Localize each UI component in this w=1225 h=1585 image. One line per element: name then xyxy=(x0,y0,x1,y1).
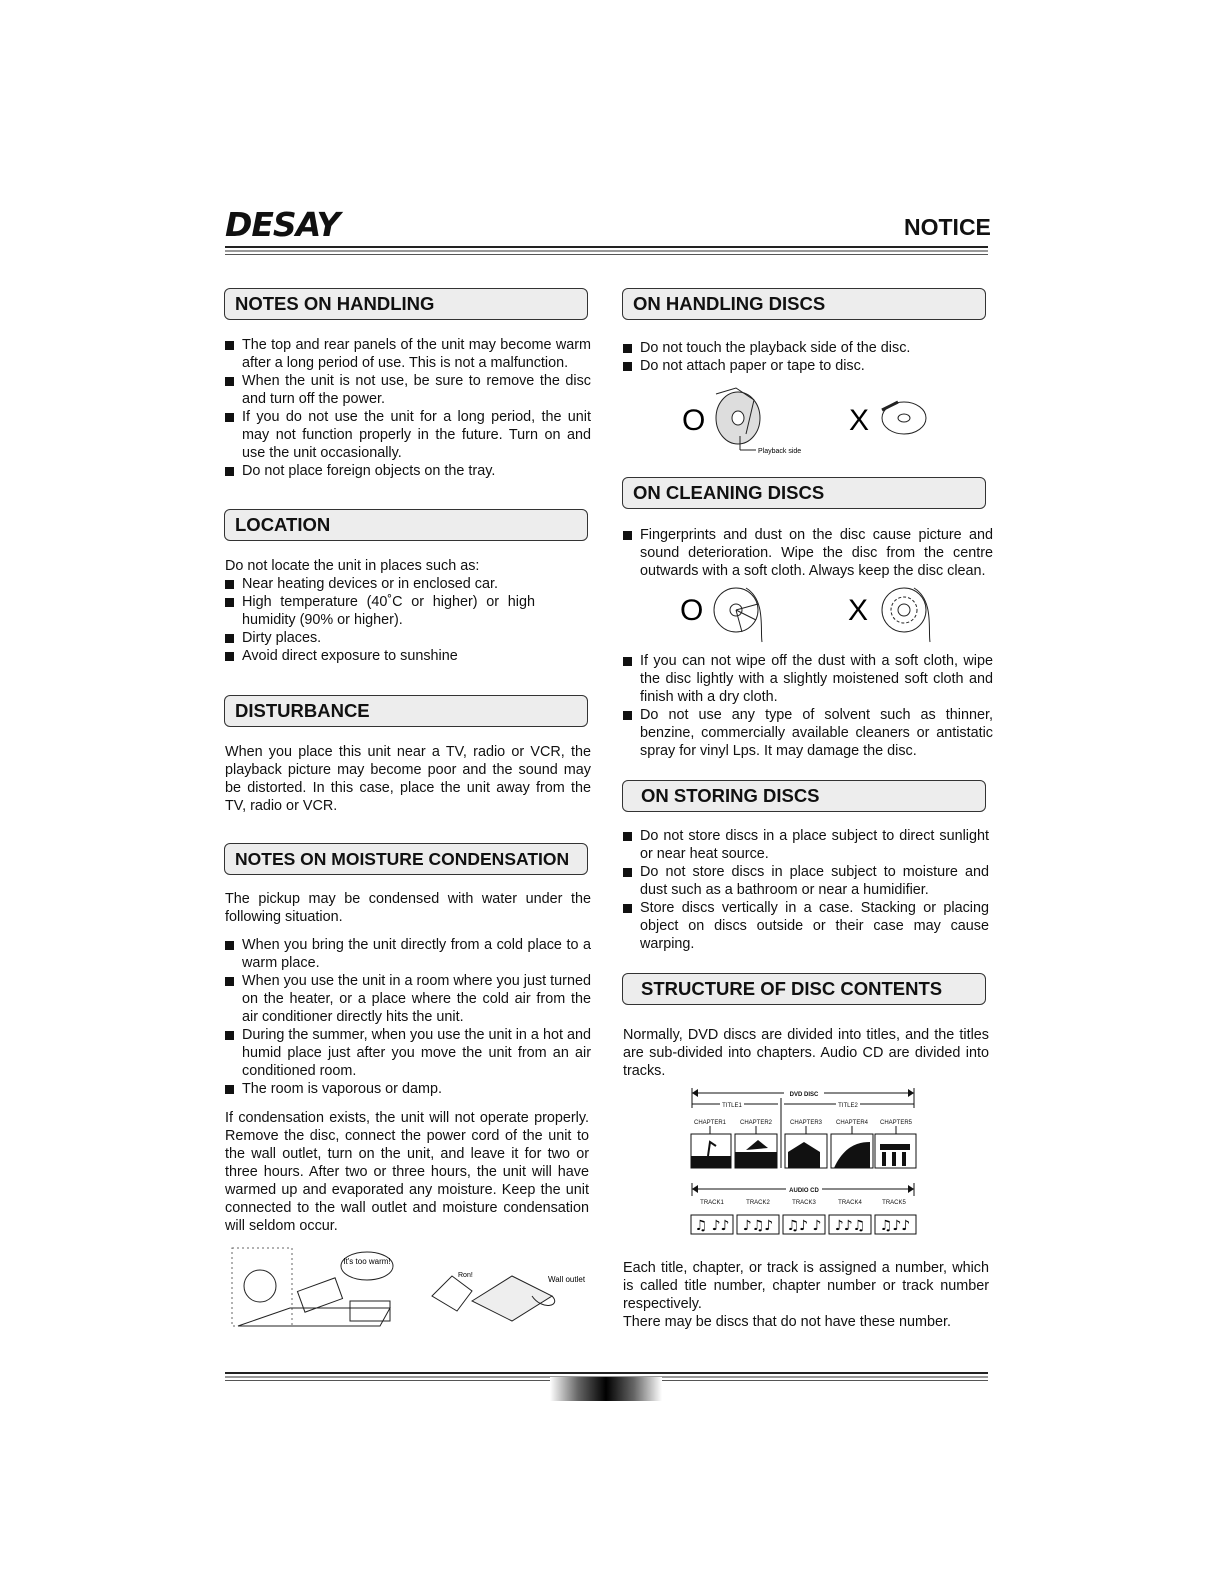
page-number-tab xyxy=(550,1377,662,1401)
warm-speech-label: It's too warm! xyxy=(343,1257,391,1266)
handling-heading: NOTES ON HANDLING xyxy=(224,288,588,320)
location-list xyxy=(225,575,535,665)
list-item: The room is vaporous or damp. xyxy=(225,1080,591,1098)
list-item: Near heating devices or in enclosed car. xyxy=(225,575,535,593)
list-item: Do not use any type of solvent such as thinner, benzine, commercially available cleaners or antistatic spray for vinyl Lps. It may damage the disc. xyxy=(623,706,993,760)
cleaning-list-1 xyxy=(623,526,993,580)
track-label: TRACK4 xyxy=(838,1200,862,1206)
chapter-label: CHAPTER5 xyxy=(879,1120,913,1126)
handling-discs-heading: ON HANDLING DISCS xyxy=(622,288,986,320)
ok-mark: O xyxy=(680,594,704,627)
brand-logo: DESAY xyxy=(225,205,340,244)
wall-outlet-illustration xyxy=(422,1256,592,1332)
ng-mark: X xyxy=(848,594,869,627)
handling-list xyxy=(225,336,591,480)
structure-note: There may be discs that do not have these number. xyxy=(623,1314,951,1330)
handling-discs-list xyxy=(623,339,989,375)
moisture-text: If condensation exists, the unit will not operate properly. Remove the disc, connect the power cord of the unit to the wall outlet, turn on the unit, and leave it for two or three hours. After two or three hours, the unit will have warmed up and evaporated any moisture. Keep the unit connected to the wall outlet and moisture condensation will seldom occur. xyxy=(225,1110,589,1234)
location-intro: Do not locate the unit in places such as: xyxy=(225,558,480,574)
audio-cd-label: AUDIO CD xyxy=(789,1188,819,1194)
track-label: TRACK2 xyxy=(746,1200,770,1206)
list-item: Do not attach paper or tape to disc. xyxy=(623,357,989,375)
dvd-disc-label: DVD DISC xyxy=(789,1092,819,1098)
list-item: Do not store discs in place subject to moisture and dust such as a bathroom or near a humidifier. xyxy=(623,863,989,899)
svg-text:♫ ♪♪: ♫ ♪♪ xyxy=(694,1218,730,1234)
track-label: TRACK3 xyxy=(792,1200,816,1206)
ron-label: Ron! xyxy=(458,1272,473,1279)
list-item: High temperature (40˚C or higher) or high humidity (90% or higher). xyxy=(225,593,535,629)
page-section-title: NOTICE xyxy=(904,214,991,240)
moisture-intro: The pickup may be condensed with water under the following situation. xyxy=(225,891,591,925)
title-label: TITLE2 xyxy=(838,1103,858,1109)
list-item: Do not touch the playback side of the disc. xyxy=(623,339,989,357)
list-item: When you bring the unit directly from a cold place to a warm place. xyxy=(225,936,591,972)
list-item: When the unit is not use, be sure to remove the disc and turn off the power. xyxy=(225,372,591,408)
list-item: Avoid direct exposure to sunshine xyxy=(225,647,535,665)
chapter-label: CHAPTER4 xyxy=(835,1120,869,1126)
svg-text:♪♪♫: ♪♪♫ xyxy=(834,1218,866,1234)
list-item: When you use the unit in a room where you just turned on the heater, or a place where the cold air from the air conditioner directly hits the unit. xyxy=(225,972,591,1026)
svg-text:♪♫♪: ♪♫♪ xyxy=(742,1218,774,1234)
moisture-heading: NOTES ON MOISTURE CONDENSATION xyxy=(224,843,588,875)
track-label: TRACK1 xyxy=(700,1200,724,1206)
disturbance-heading: DISTURBANCE xyxy=(224,695,588,727)
disturbance-text: When you place this unit near a TV, radio or VCR, the playback picture may become poor and the sound may be distorted. In this case, place the unit away from the TV, radio or VCR. xyxy=(225,744,591,814)
ok-mark: O xyxy=(682,404,706,437)
structure-intro: Normally, DVD discs are divided into titles, and the titles are sub-divided into chapters. Audio CD are divided into tracks. xyxy=(623,1027,989,1079)
disc-structure-diagram xyxy=(688,1086,918,1238)
cleaning-discs-heading: ON CLEANING DISCS xyxy=(622,477,986,509)
list-item: Store discs vertically in a case. Stacking or placing object on discs outside or their case may cause warping. xyxy=(623,899,989,953)
moisture-list xyxy=(225,936,591,1098)
chapter-label: CHAPTER1 xyxy=(693,1120,727,1126)
structure-heading: STRUCTURE OF DISC CONTENTS xyxy=(622,973,986,1005)
list-item: Do not place foreign objects on the tray. xyxy=(225,462,591,480)
storing-list xyxy=(623,827,989,953)
list-item: Do not store discs in a place subject to direct sunlight or near heat source. xyxy=(623,827,989,863)
playback-side-label: Playback side xyxy=(758,448,802,455)
cold-to-warm-illustration xyxy=(230,1246,400,1332)
storing-discs-heading: ON STORING DISCS xyxy=(622,780,986,812)
structure-outro: Each title, chapter, or track is assigned a number, which is called title number, chapter number or track number respectively. xyxy=(623,1260,989,1312)
disc-handling-illustration xyxy=(676,384,936,458)
svg-text:♫♪♪: ♫♪♪ xyxy=(879,1218,911,1234)
list-item: If you do not use the unit for a long period, the unit may not function properly in the future. Turn on and use the unit occasionally. xyxy=(225,408,591,462)
wall-outlet-label: Wall outlet xyxy=(548,1275,586,1284)
chapter-label: CHAPTER3 xyxy=(789,1120,823,1126)
svg-text:♫♪ ♪: ♫♪ ♪ xyxy=(786,1218,822,1234)
list-item: The top and rear panels of the unit may become warm after a long period of use. This is not a malfunction. xyxy=(225,336,591,372)
ng-mark: X xyxy=(849,404,870,437)
chapter-label: CHAPTER2 xyxy=(739,1120,773,1126)
disc-cleaning-illustration xyxy=(676,580,936,644)
title-label: TITLE1 xyxy=(722,1103,742,1109)
track-label: TRACK5 xyxy=(882,1200,906,1206)
cleaning-list-2 xyxy=(623,652,993,760)
location-heading: LOCATION xyxy=(224,509,588,541)
header-rule xyxy=(225,246,988,255)
list-item: Dirty places. xyxy=(225,629,535,647)
list-item: During the summer, when you use the unit in a hot and humid place just after you move the unit from an air conditioned room. xyxy=(225,1026,591,1080)
list-item: If you can not wipe off the dust with a soft cloth, wipe the disc lightly with a slightly moistened soft cloth and finish with a dry cloth. xyxy=(623,652,993,706)
list-item: Fingerprints and dust on the disc cause picture and sound deterioration. Wipe the disc from the centre outwards with a soft cloth. Always keep the disc clean. xyxy=(623,526,993,580)
